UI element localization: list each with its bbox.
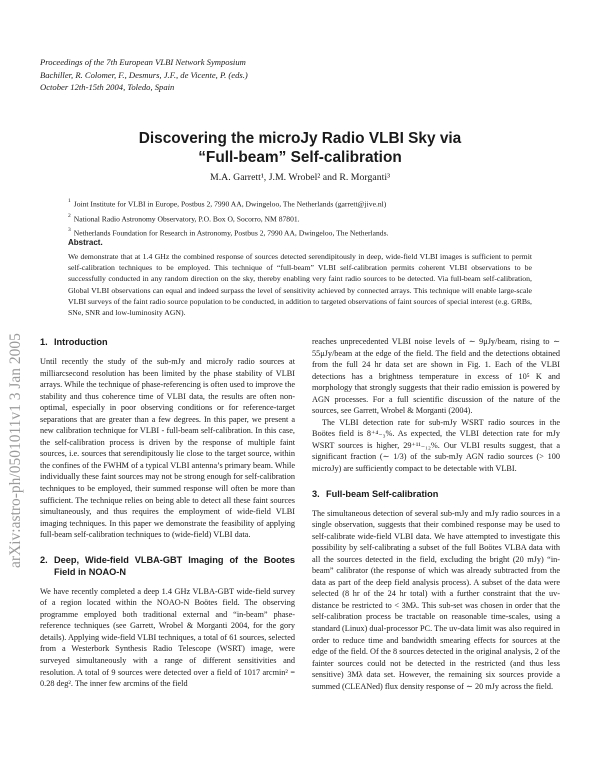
- affiliation: $^2$ National Radio Astronomy Observatory, P.O. Box O, Socorro, NM 87801.: [68, 212, 300, 224]
- paragraph: reaches unprecedented VLBI noise levels of ∼ 9μJy/beam, rising to ∼ 55μJy/beam at the edge of the field. The field and the detections obtained from the full 24 hr data set are shown in Fig. 1. Each of the VLBI detections has a brightness temperature in excess of 10⁵ K and morphology that strongly suggests that their radio emission is powered by AGN processes. For a full scientific discussion of the nature of the sources, see Garrett, Wrobel & Morganti (2004).: [312, 337, 560, 416]
- affiliation: $^3$ Netherlands Foundation for Research in Astronomy, Postbus 2, 7990 AA, Dwingeloo, The Netherlands.: [68, 227, 389, 238]
- abstract-text: We demonstrate that at 1.4 GHz the combined response of sources detected serendipitously in deep, wide-field VLBI images is sufficient to permit self-calibration techniques to be employed. This technique of “full-beam” VLBI self-calibration permits coherent VLBI observations to be successfully conducted in any random direction on the sky, thereby enabling very faint radio sources to be detected. Via full-beam self-calibration, Global VLBI observations can equal and indeed surpass the level of sensitivity achieved by connected arrays. This technique will enable large-scale VLBI surveys of the faint radio source population to be conducted, in addition to targeted observations of faint sources of special interest (e.g. GRBs, SNe, SNR and low-luminosity AGN).: [68, 252, 532, 318]
- proceedings-line: October 12th-15th 2004, Toledo, Spain: [40, 82, 175, 93]
- right-column: [312, 336, 560, 692]
- proceedings-line: Bachiller, R. Colomer, F., Desmurs, J.F., de Vicente, P. (eds.): [40, 69, 248, 80]
- title-line: Discovering the microJy Radio VLBI Sky via: [138, 130, 462, 147]
- proceedings-header: [40, 56, 460, 94]
- proceedings-line: Proceedings of the 7th European VLBI Network Symposium: [40, 57, 246, 67]
- section-heading-deep-wide-field: 2. Deep, Wide-field VLBA-GBT Imaging of the Bootes Field in NOAO-N: [40, 554, 295, 577]
- affiliation: $^1$ Joint Institute for VLBI in Europe, Postbus 2, 7990 AA, Dwingeloo, The Netherlands (garrett@jive.nl): [68, 198, 387, 209]
- paragraph: We have recently completed a deep 1.4 GHz VLBA-GBT wide-field survey of a region located within the NOAO-N Boötes field. The observing programme employed both traditional external and “in-beam” phase-reference techniques (see Garrett, Wrobel & Morganti 2004, for the gory details). Applying wide-field VLBI techniques, a total of 61 sources, selected from a Westerbork Synthesis Radio Telescope (WSRT) image, were surveyed simultaneously with a range of different sensitivities and resolution. A total of 9 sources were detected over a field of 1017 arcmin² = 0.28 deg². The inner few arcmins of the field: [40, 586, 295, 689]
- title-line: “Full-beam” Self-calibration: [198, 149, 402, 166]
- section-heading-introduction: 1. Introduction: [40, 337, 108, 347]
- paragraph: The VLBI detection rate for sub-mJy WSRT radio sources in the Boötes field is 8⁺⁴₋₃%. As expected, the VLBI detection rate for mJy WSRT sources is higher, 29⁺¹¹₋₁₂%. Our VLBI results suggest, that a significant fraction (∼ 1/3) of the sub-mJy AGN radio sources (> 100 microJy) are sufficiently compact to be detectable with VLBI.: [312, 417, 560, 474]
- left-column: [40, 336, 295, 690]
- affiliations: [68, 196, 548, 240]
- section-heading-full-beam: 3. Full-beam Self-calibration: [312, 488, 439, 499]
- abstract-heading: Abstract.: [68, 238, 103, 247]
- paragraph: The simultaneous detection of several sub-mJy and mJy radio sources in a single observation, suggests that their combined response may be used to self-calibrate wide-field VLBI data. We have attempted to investigate this possibility by self-calibrating a subset of the full Boötes VLBA data with all the sources detected in the field, excluding the bright (20 mJy) “in-beam” calibrator (the response of which was already subtracted from the data as part of the deep field analysis process). A subset of the data were selected (8 hr of the 24 hr total) with a further constraint that the uv-distance be restricted to < 3Mλ. This sub-set was chosen in order that the self-calibration process be tractable on reasonable time-scales, using a standard (Linux) dual-processor PC. The uv-data limit was also required in order to reduce time and bandwidth smearing effects for sources at the edge of the field. Of the 8 sources detected in the original analysis, 2 of the fainter sources could not be detected in the restricted (and thus less sensitive) 3Mλ data set. However, the remaining six sources provide a summed (CLEANed) flux density response of ∼ 20 mJy across the field.: [312, 508, 560, 691]
- author-list: M.A. Garrett¹, J.M. Wrobel² and R. Morganti³: [209, 172, 391, 183]
- paragraph: Until recently the study of the sub-mJy and microJy radio sources at milliarcsecond resolution has been limited by the phase stability of VLBI arrays. While the technique of phase-referencing is often used to improve the stability and thus coherence time of VLBI data, the results are often non-optimal, especially in poor observing conditions or for reference-target separations that are greater than a few degrees. In this paper, we present a new calibration technique for VLBI - full-beam self-calibration. In this case, the self-calibration process is driven by the response of multiple faint sources, i.e. sources that serendipitously lie close to the target source, within the confines of the FWHM of a typical VLBI antenna’s primary beam. While individually these faint sources may not be strong enough for self-calibration techniques to be employed, their summed response will often be more than sufficient. The technique relies on being able to detect all these faint sources simultaneously, and thus requires the employment of wide-field VLBI imaging techniques. In this paper we demonstrate the feasibility of applying full-beam self-calibration techniques to (wide-field) VLBI data.: [40, 357, 295, 540]
- paper-title: [80, 129, 520, 167]
- arxiv-identifier: arXiv:astro-ph/0501011v1 3 Jan 2005: [7, 333, 24, 568]
